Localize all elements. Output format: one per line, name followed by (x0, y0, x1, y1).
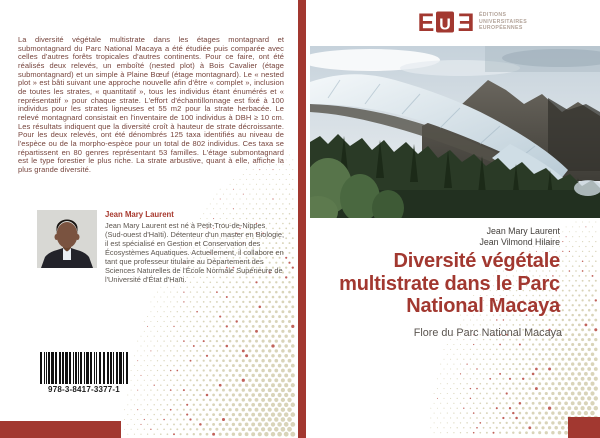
publisher-name (479, 12, 527, 32)
publisher-logo-letters (418, 9, 476, 36)
author-bio-name: Jean Mary Laurent (105, 210, 174, 219)
barcode-bar (113, 352, 114, 384)
logo-letter-u: U (439, 16, 451, 34)
barcode-bar (86, 352, 89, 384)
barcode-bar (48, 352, 50, 384)
barcode-bar (84, 352, 85, 384)
barcode-bar (96, 352, 97, 384)
publisher-name-line: EUROPÉENNES (479, 25, 523, 32)
back-cover-blurb: La diversité végétale multistrate dans les étages montagnard et submontagnard du Parc National Macaya a été étudiée puis comparée avec celles d'autres forêts tropicales d'autres continents. Pour ce faire, ont été réalisés deux relevés, un emboîté (nested plot) à Bois Cavalier (étage submontagnard) et un simple à Plaine Bœuf (étage montagnard). Le « nested plot » est bâti suivant une approche nouvelle afin d'être « complet », inclusion de toutes les strates, « quantitatif », tous les individus étant énumérés et « représentatif » pour chaque strate. L'effort d'échantillonnage est fixé à 100 individus pour les strates ligneuses et 55 m2 pour la strate herbacée. Le relevé montagnard consistait en l'inventaire de 100 individus à DBH ≥ 10 cm. Les résultats indiquent que la diversité croît à hauteur de strate décroissante. Pour les deux relevés, ont été dénombrés 125 taxa identifiés au niveau de l'espèce ou de la morpho-espèce pour un total de 802 individus. Ces taxa se répartissent en 80 genres représentant 53 familles. L'étage submontagnard est le type forestier le plus riche. La strate arbustive, quant à elle, affiche la plus grande diversité. (18, 35, 284, 174)
barcode-bar (40, 352, 42, 384)
author-bio-block (105, 210, 285, 284)
barcode-bar (46, 352, 47, 384)
author-name-line: Jean Vilmond Hilaire (479, 236, 560, 247)
logo-letter-e-mirrored: E (457, 9, 475, 36)
author-portrait (37, 210, 97, 268)
publisher-name-line: ÉDITIONS (479, 12, 507, 18)
barcode-bar (103, 352, 105, 384)
title-line: National Macaya (406, 295, 560, 317)
title-line: multistrate dans le Parc (339, 272, 560, 295)
barcode-bar (75, 352, 77, 384)
cover-photo (310, 46, 600, 218)
logo-letter-e: E (418, 9, 435, 36)
publisher-name-line: UNIVERSITAIRES (479, 18, 528, 25)
barcode-bar (119, 352, 122, 384)
barcode-bar (107, 352, 109, 384)
barcode-bar (78, 352, 79, 384)
barcode-bar (65, 352, 68, 384)
barcode-bar (80, 352, 82, 384)
barcode-bar (110, 352, 112, 384)
book-title (339, 250, 560, 318)
red-bar-bottom-left (0, 421, 121, 438)
author-name-line: Jean Mary Laurent (486, 226, 560, 236)
barcode-bar (94, 352, 95, 384)
barcode-bar (123, 352, 124, 384)
barcode (40, 352, 128, 384)
isbn-text: 978-3-8417-3377-1 (48, 385, 120, 394)
barcode-bar (99, 352, 101, 384)
mountain-glacier-scene (310, 46, 600, 218)
portrait-face (57, 222, 78, 248)
book-spine (298, 0, 306, 438)
front-cover-authors (479, 226, 560, 247)
book-subtitle: Flore du Parc National Macaya (413, 327, 562, 339)
barcode-bar (55, 352, 57, 384)
barcode-bar (116, 352, 118, 384)
barcode-bar (44, 352, 45, 384)
barcode-bar (90, 352, 92, 384)
barcode-bar (51, 352, 54, 384)
author-bio-text: Jean Mary Laurent est né à Petit-Trou-de-Nippes (Sud-ouest d'Haïti). Détenteur d'un master en Biologie, il est spécialisé en Gestion et Conservation des Écosystèmes Aquatiques. Actuellement, il collabore en tant que professeur titulaire au Département des Sciences Naturelles de l'École Normale Supérieure de l'Université d'État d'Haïti. (105, 220, 285, 284)
title-line: Diversité végétale (393, 250, 560, 272)
red-rect-bottom-right (568, 417, 600, 438)
barcode-bar (73, 352, 74, 384)
barcode-bar (62, 352, 64, 384)
barcode-bar (69, 352, 71, 384)
author-photo (37, 210, 97, 268)
barcode-bar (126, 352, 128, 384)
barcode-bar (59, 352, 61, 384)
